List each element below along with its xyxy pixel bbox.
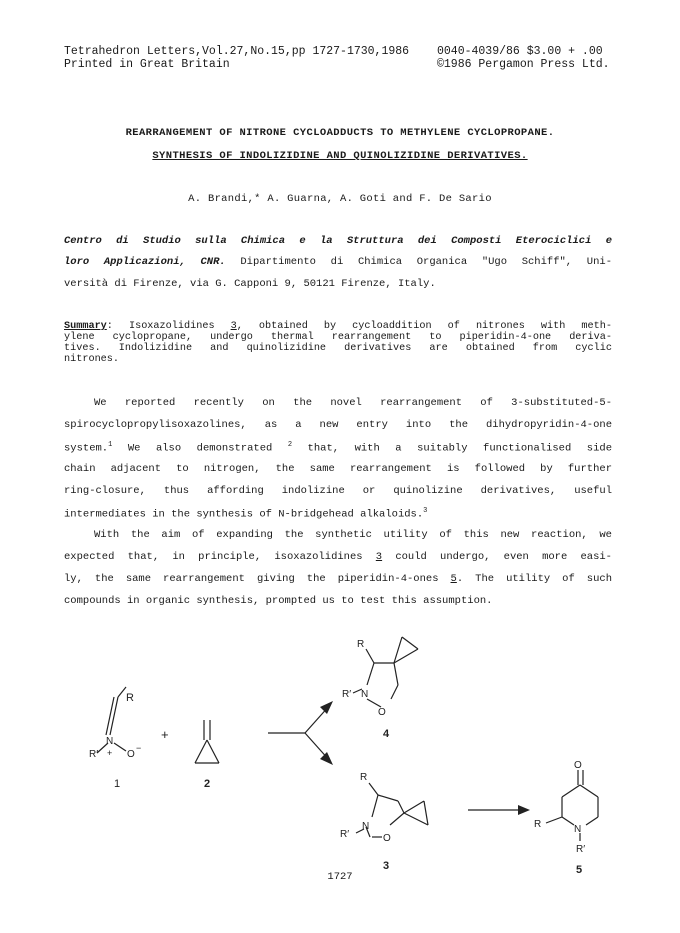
para-text: could undergo, even more easi- <box>382 551 612 563</box>
atom-R: R <box>126 692 134 704</box>
charge-minus: − <box>136 743 142 753</box>
affiliation-institute: loro Applicazioni, CNR. <box>64 256 226 268</box>
atom-N: N <box>362 821 370 832</box>
affiliation-dept: Dipartimento di Chimica Organica "Ugo Schiff", Uni- <box>225 256 612 268</box>
journal-citation: Tetrahedron Letters,Vol.27,No.15,pp 1727-1730,1986 <box>64 45 410 58</box>
para1-line4: chain adjacent to nitrogen, the same rearrangement is followed by further <box>64 463 612 475</box>
reaction-scheme <box>0 615 680 875</box>
para2-line3 <box>64 573 612 585</box>
para-text: We also demonstrated <box>112 442 288 455</box>
footnote-ref: 1 <box>108 441 113 449</box>
compound-label-3: 3 <box>383 860 390 872</box>
footnote-ref: 3 <box>423 507 428 515</box>
para-text: that, with a suitably functionalised side <box>292 442 612 455</box>
atom-O: O <box>378 707 386 718</box>
summary-label: Summary <box>64 321 107 332</box>
paper-title-line1: REARRANGEMENT OF NITRONE CYCLOADDUCTS TO METHYLENE CYCLOPROPANE. <box>125 127 555 139</box>
para-text: intermediates in the synthesis of N-bridgehead alkaloids. <box>64 508 424 521</box>
affiliation-line1: Centro di Studio sulla Chimica e la Struttura dei Composti Eterociclici e <box>64 235 612 247</box>
price-code: 0040-4039/86 $3.00 + .00 <box>437 45 603 58</box>
para1-line3 <box>64 441 612 455</box>
para-text: ly, the same rearrangement giving the piperidin-4-ones <box>64 573 451 585</box>
affiliation-line2 <box>64 256 612 268</box>
affiliation-line3: versità di Firenze, via G. Capponi 9, 50121 Firenze, Italy. <box>64 278 436 290</box>
printed-location: Printed in Great Britain <box>64 58 230 71</box>
para1-line2: spirocyclopropylisoxazolines, as a new entry into the dihydropyridin-4-one <box>64 419 612 431</box>
summary-text: : Isoxazolidines <box>106 321 231 332</box>
atom-R: R <box>534 819 542 830</box>
atom-R: R <box>357 639 365 650</box>
summary-line2: ylene cyclopropane, undergo thermal rearrangement to piperidin-4-one deriva- <box>64 332 612 343</box>
compound-label-2: 2 <box>204 778 211 790</box>
summary-text: , obtained by cycloaddition of nitrones with meth- <box>236 321 612 332</box>
paper-title-line2: SYNTHESIS OF INDOLIZIDINE AND QUINOLIZIDINE DERIVATIVES. <box>152 150 528 162</box>
arrowheads <box>320 701 530 815</box>
compound-label-4: 4 <box>383 728 390 740</box>
para1-line5: ring-closure, thus affording indolizine or quinolizine derivatives, useful <box>64 485 612 497</box>
para-text: . The utility of such <box>456 573 613 585</box>
compound-ref-5: 5 <box>450 573 457 585</box>
atom-O: O <box>383 833 391 844</box>
atom-N: N <box>574 824 582 835</box>
atom-N: N <box>361 689 369 700</box>
atom-R: R <box>360 772 368 783</box>
summary-line3: tives. Indolizidine and quinolizidine derivatives are obtained from cyclic <box>64 343 612 354</box>
compound-ref-3: 3 <box>375 551 383 563</box>
footnote-ref: 2 <box>287 441 293 449</box>
plus-sign: + <box>161 727 169 742</box>
atom-N: N <box>106 736 114 747</box>
atom-R-prime: R′ <box>576 844 586 855</box>
atom-R-prime: R′ <box>89 749 99 760</box>
atom-O: O <box>127 749 135 760</box>
authors: A. Brandi,* A. Guarna, A. Goti and F. De Sario <box>188 193 492 205</box>
para1-line1: We reported recently on the novel rearrangement of 3-substituted-5- <box>94 397 612 409</box>
atom-O: O <box>574 760 582 771</box>
compound-label-5: 5 <box>576 864 583 875</box>
atom-R-prime: R′ <box>340 829 350 840</box>
summary-line1 <box>64 321 612 333</box>
compound-ref-3: 3 <box>230 321 237 332</box>
copyright: ©1986 Pergamon Press Ltd. <box>437 58 610 71</box>
para2-line4: compounds in organic synthesis, prompted us to test this assumption. <box>64 595 493 607</box>
para-text: system. <box>64 442 109 455</box>
para2-line1: With the aim of expanding the synthetic utility of this new reaction, we <box>94 529 612 541</box>
charge-plus: + <box>107 748 113 758</box>
para-text: expected that, in principle, isoxazolidines <box>64 551 376 563</box>
compound-label-1: 1 <box>114 778 121 790</box>
para2-line2 <box>64 551 612 563</box>
summary-line4: nitrones. <box>64 354 120 365</box>
para1-line6 <box>64 507 427 521</box>
page-number: 1727 <box>327 871 353 883</box>
atom-R-prime: R′ <box>342 689 352 700</box>
